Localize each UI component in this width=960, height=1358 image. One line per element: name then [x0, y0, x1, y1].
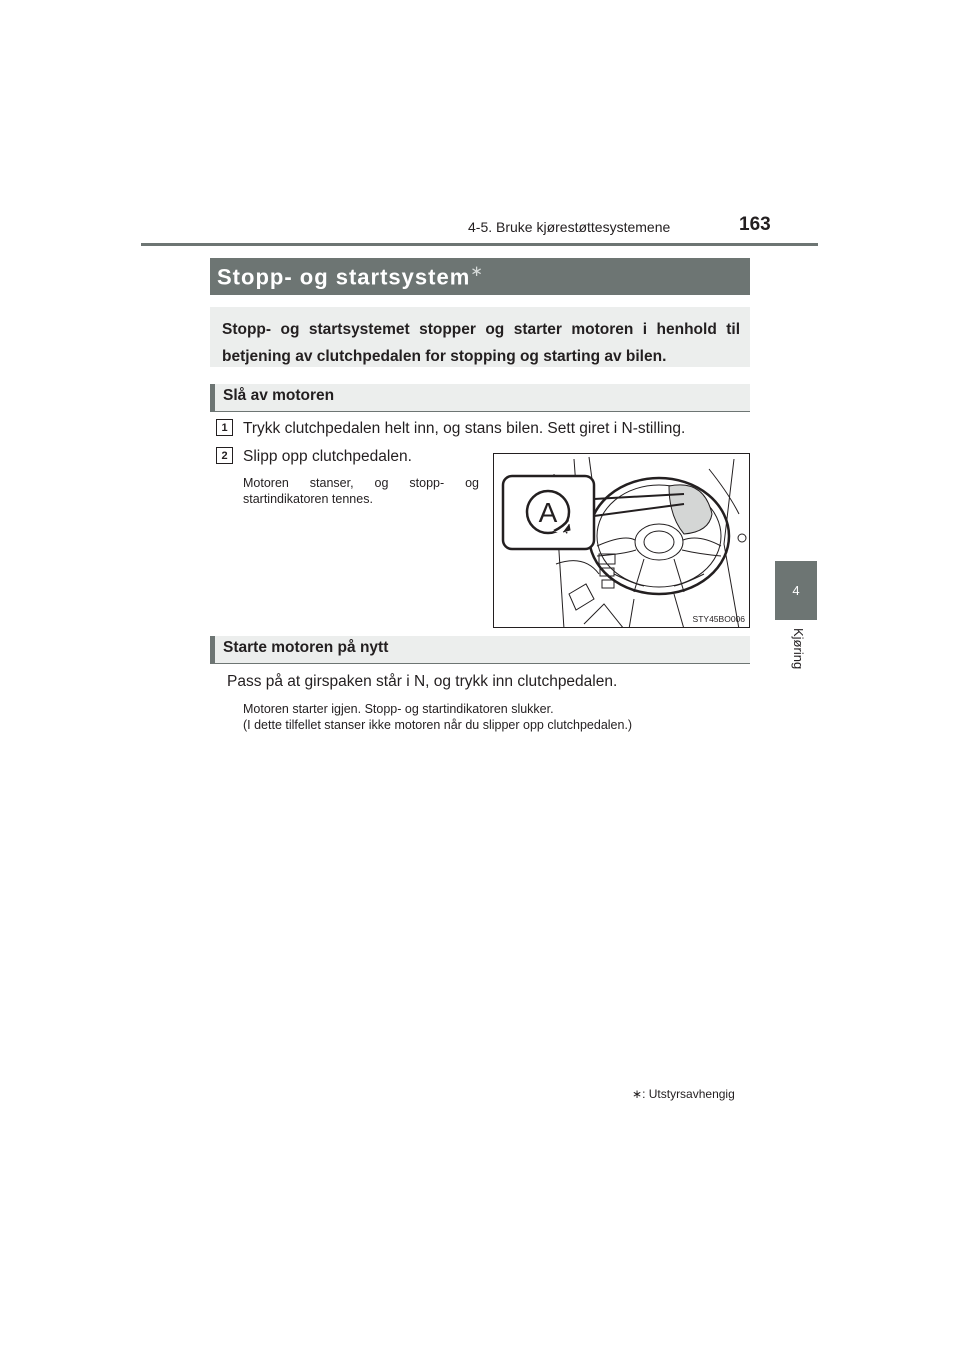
step-2-text: Slipp opp clutchpedalen.	[243, 448, 412, 465]
page-title	[217, 262, 484, 290]
section-heading-restart-text: Starte motoren på nytt	[223, 639, 389, 656]
step-badge-1: 1	[216, 419, 233, 436]
footnote	[632, 1087, 735, 1101]
footnote-text: : Utstyrsavhengig	[642, 1087, 735, 1101]
restart-note	[243, 701, 632, 733]
callout-label-a: A	[538, 497, 558, 528]
section-heading-stop-text: Slå av motoren	[223, 387, 335, 404]
page-title-text: Stopp- og startsystem	[217, 264, 471, 290]
chapter-tab	[775, 561, 817, 620]
restart-note-line-2: (I dette tilfellet stanser ikke motoren når du slipper opp clutchpedalen.)	[243, 718, 633, 732]
step-1-text: Trykk clutchpedalen helt inn, og stans bilen. Sett giret i N-stilling.	[243, 420, 686, 437]
intro-box	[210, 307, 750, 367]
page-number: 163	[739, 214, 771, 235]
section-heading-restart	[210, 636, 750, 664]
header-rule	[141, 243, 818, 246]
step-badge-2: 2	[216, 447, 233, 464]
section-heading-stop	[210, 384, 750, 412]
dashboard-illustration	[493, 453, 750, 628]
page-title-bar	[210, 258, 750, 295]
restart-note-line-1: Motoren starter igjen. Stopp- og startindikatoren slukker.	[243, 702, 554, 716]
header-section-title: 4-5. Bruke kjørestøttesystemene	[468, 219, 671, 235]
title-marker: ∗	[470, 263, 484, 280]
illustration-code: STY45BO006	[692, 614, 745, 624]
intro-text: Stopp- og startsystemet stopper og starter motoren i henhold til betjening av clutchpedalen for stopping og starting av bilen.	[222, 321, 740, 365]
chapter-number: 4	[792, 583, 800, 598]
footnote-marker: ∗	[632, 1087, 643, 1101]
restart-text: Pass på at girspaken står i N, og trykk inn clutchpedalen.	[227, 673, 618, 690]
step-2-note: Motoren stanser, og stopp- og startindikatoren tennes.	[243, 476, 479, 506]
chapter-label: Kjøring	[791, 628, 806, 670]
steering-wheel-drawing	[494, 454, 750, 628]
